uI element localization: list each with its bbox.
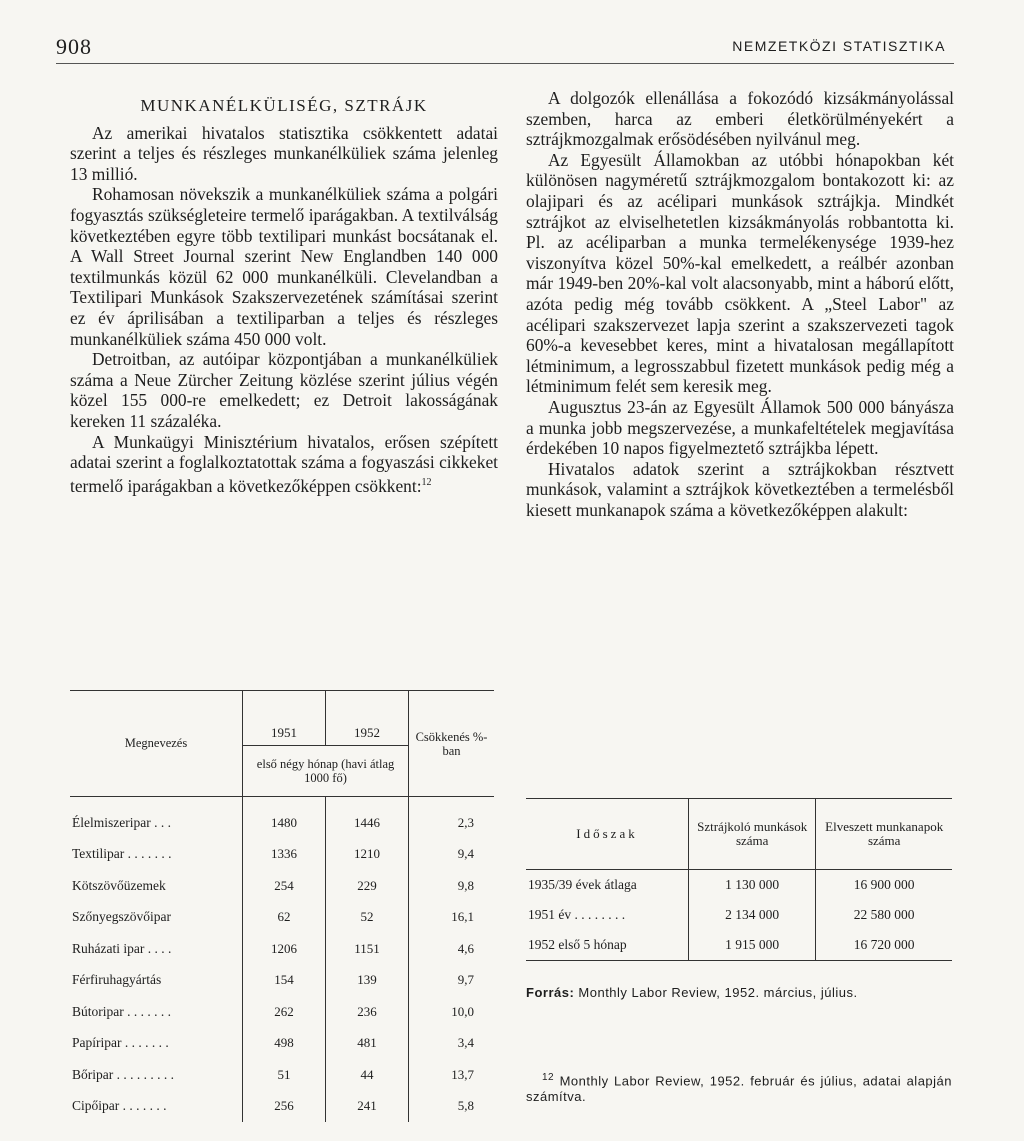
page-number: 908 [56, 34, 92, 59]
value-days: 16 720 000 [816, 930, 952, 961]
value-1951: 1206 [243, 933, 326, 965]
value-pct: 9,4 [457, 846, 474, 862]
table-row [70, 965, 494, 997]
value-pct: 13,7 [451, 1066, 474, 1082]
value-1952: 236 [326, 996, 409, 1028]
header-rule [56, 63, 954, 64]
row-name: Papíripar . . . . . . . [70, 1028, 243, 1060]
value-1952: 44 [326, 1059, 409, 1091]
value-1951: 62 [243, 902, 326, 934]
col-header-1952: 1952 [326, 691, 409, 746]
row-name: Bútoripar . . . . . . . [70, 996, 243, 1028]
table-row [70, 933, 494, 965]
table-row [70, 797, 494, 839]
table-row [526, 900, 952, 930]
value-workers: 2 134 000 [689, 900, 816, 930]
value-1952: 1210 [326, 839, 409, 871]
row-name: Bőripar . . . . . . . . . [70, 1059, 243, 1091]
source-text: Monthly Labor Review, 1952. március, július. [574, 985, 858, 1000]
table-row [70, 1028, 494, 1060]
value-1951: 1480 [243, 797, 326, 839]
paragraph: Az amerikai hivatalos statisztika csökkentett adatai szerint a teljes és részleges munkanélküliek száma jelenleg 13 millió. [70, 122, 498, 184]
row-name: Férfiruhagyártás [70, 965, 243, 997]
row-name: Kötszövőüzemek [70, 870, 243, 902]
footnote-mark: 12 [542, 1072, 555, 1083]
paragraph: Rohamosan növekszik a munkanélküliek száma a polgári fogyasztás szükségleteire termelő iparágakban. A textilválság következtében egyre több textilipari munkást bocsátanak el. A Wall Street Journal szerint New Englandben 140 000 textilmunkás közül 62 000 munkanélküli. Clevelandban a Textilipari Munkások Szakszervezetének számításai szerint ez év áprilisában a textiliparban a teljes és részleges munkanélküliek száma 450 000 volt. [70, 184, 498, 349]
col-header-workers: Sztrájkoló munkások száma [689, 799, 816, 870]
value-1952: 481 [326, 1028, 409, 1060]
value-1952: 52 [326, 902, 409, 934]
value-pct: 9,8 [457, 877, 474, 893]
table-row [70, 1059, 494, 1091]
footnote-text: Monthly Labor Review, 1952. február és július, adatai alapján számítva. [526, 1073, 952, 1105]
value-1951: 498 [243, 1028, 326, 1060]
value-1951: 51 [243, 1059, 326, 1091]
value-days: 22 580 000 [853, 907, 915, 922]
value-1951: 256 [243, 1091, 326, 1123]
source-label: Forrás: [526, 985, 575, 1000]
paragraph: A dolgozók ellenállása a fokozódó kizsákmányolással szemben, harca az emberi életkörülményekért a sztrájkmozgalmak erősödésében nyilvánul meg. [526, 88, 954, 150]
col-header-days: Elveszett munkanapok száma [816, 799, 952, 870]
row-name: Szőnyegszövőipar [70, 902, 243, 934]
running-title: NEMZETKÖZI STATISZTIKA [732, 38, 946, 54]
col-header-name: Megnevezés [70, 691, 243, 797]
row-name: Ruházati ipar . . . . [70, 933, 243, 965]
footnote-ref: 12 [421, 476, 432, 488]
strike-table [526, 798, 952, 961]
paragraph [70, 432, 498, 497]
footnote [526, 1070, 952, 1105]
paragraph: Detroitban, az autóipar központjában a munkanélküliek száma a Neue Zürcher Zeitung közlése szerint július végén közel 155 000-re emelkedett; ez Detroit lakosságának kereken 11 százaléka. [70, 349, 498, 431]
value-pct: 5,8 [457, 1098, 474, 1114]
table-row [526, 870, 952, 901]
row-name: Cipőipar . . . . . . . [70, 1091, 243, 1123]
value-pct: 9,7 [457, 972, 474, 988]
col-header-sub: első négy hónap (havi átlag 1000 fő) [243, 746, 409, 797]
col-header-period: Időszak [526, 799, 689, 870]
source-note [526, 985, 952, 1001]
paragraph: Augusztus 23-án az Egyesült Államok 500 000 bányásza a munka jobb megszervezése, a munkafeltételek megjavítása érdekében 10 napos figyelmeztető sztrájkba lépett. [526, 396, 954, 459]
value-1952: 229 [326, 870, 409, 902]
paragraph-text: A Munkaügyi Minisztérium hivatalos, erősen szépített adatai szerint a foglalkoztatottak száma a fogyaszási cikkeket termelő iparágakban a következőképpen csökkent: [70, 431, 498, 496]
value-1951: 1336 [243, 839, 326, 871]
value-pct: 10,0 [451, 1003, 474, 1019]
table-row [70, 839, 494, 871]
value-1952: 139 [326, 965, 409, 997]
row-name: Textilipar . . . . . . . [70, 839, 243, 871]
row-name: Élelmiszeripar . . . [70, 797, 243, 839]
value-1952: 1446 [326, 797, 409, 839]
col-header-1951: 1951 [243, 691, 326, 746]
value-1951: 262 [243, 996, 326, 1028]
value-pct: 4,6 [457, 940, 474, 956]
table-row [70, 1091, 494, 1123]
value-1952: 1151 [326, 933, 409, 965]
left-column [70, 88, 498, 496]
value-pct: 16,1 [451, 909, 474, 925]
value-workers: 1 915 000 [689, 930, 816, 961]
employment-table [70, 690, 494, 1122]
table-row [70, 996, 494, 1028]
value-1951: 254 [243, 870, 326, 902]
col-header-pct: Csökkenés %-ban [409, 691, 494, 797]
section-title: MUNKANÉLKÜLISÉG, SZTRÁJK [140, 96, 428, 115]
paragraph: Az Egyesült Államokban az utóbbi hónapokban két különösen nagyméretű sztrájkmozgalom bontakozott ki: az olajipari és az acélipari munkások sztrájkja. Mindkét sztrájkot az elviselhetetlen kizsákmányolás robbantotta ki. Pl. az acéliparban a munka termelékenysége 1939-hez viszonyítva közel 50%-kal emelkedett, a reálbér azonban már 1949-ben 20%-kal volt alacsonyabb, mint a háború előtt, azóta pedig még tovább csökkent. A „Steel Labor" az acélipari szakszervezet lapja szerint a szakszervezeti tagok 60%-a kevesebbet keres, mint a hivatalosan megállapított létminimum, a legrosszabbul fizetett munkások pedig még a létminimum felét sem keresik meg. [526, 149, 954, 397]
row-period: 1952 első 5 hónap [526, 930, 689, 961]
paragraph: Hivatalos adatok szerint a sztrájkokban résztvett munkások, valamint a sztrájkok következtében a termelésből kiesett munkanapok száma a következőképpen alakult: [526, 458, 954, 520]
value-1951: 154 [243, 965, 326, 997]
table-row [70, 902, 494, 934]
right-column [526, 88, 954, 520]
value-pct: 2,3 [457, 814, 474, 830]
row-period: 1951 év . . . . . . . . [526, 900, 689, 930]
value-pct: 3,4 [457, 1035, 474, 1051]
value-days: 16 900 000 [853, 877, 915, 892]
row-period: 1935/39 évek átlaga [526, 870, 689, 901]
table-row [70, 870, 494, 902]
value-workers: 1 130 000 [689, 870, 816, 901]
table-row [526, 930, 952, 961]
value-1952: 241 [326, 1091, 409, 1123]
